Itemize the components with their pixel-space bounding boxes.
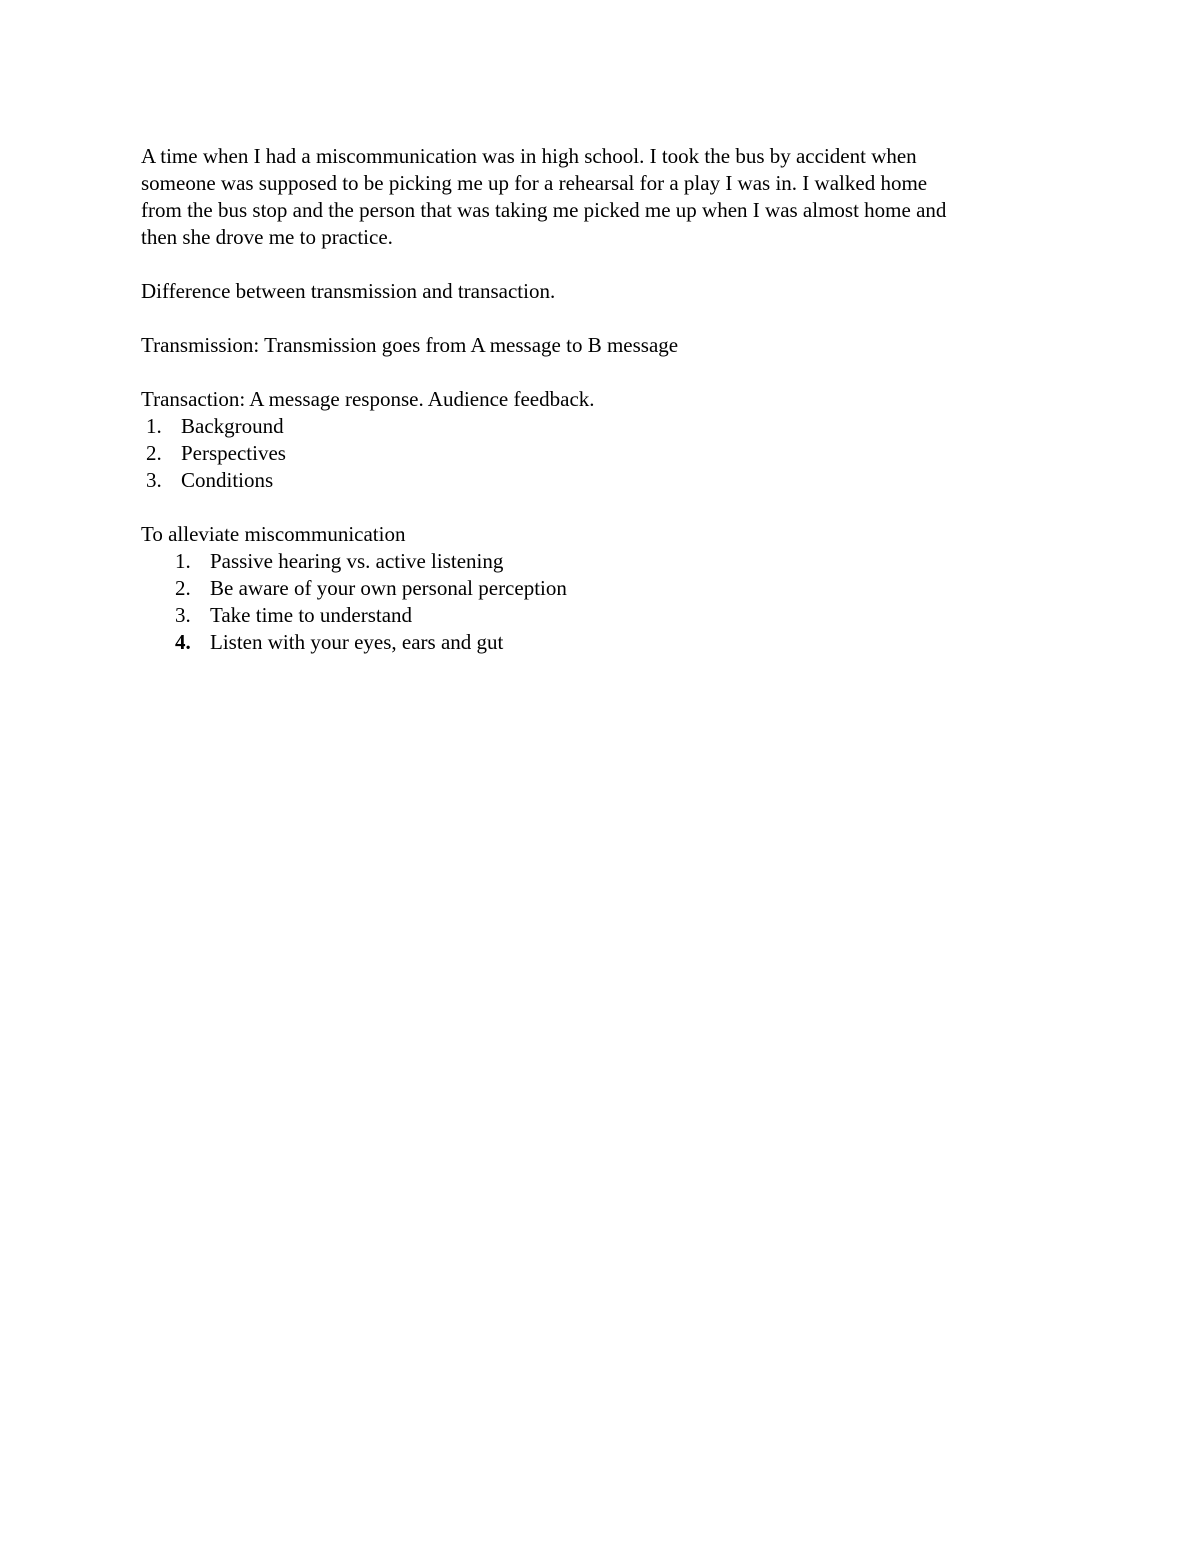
- intro-line: A time when I had a miscommunication was in high school. I took the bus by accident when: [141, 144, 917, 168]
- blank-line: [141, 251, 1061, 278]
- alleviate-heading: To alleviate miscommunication: [141, 522, 406, 546]
- list-text: Passive hearing vs. active listening: [210, 549, 504, 573]
- list-item: [141, 629, 1061, 656]
- intro-paragraph: [141, 143, 1061, 251]
- list-item: [141, 440, 1061, 467]
- blank-line: [141, 305, 1061, 332]
- list-item: [141, 602, 1061, 629]
- list-text: Listen with your eyes, ears and gut: [210, 630, 504, 654]
- difference-heading: Difference between transmission and transaction.: [141, 279, 556, 303]
- list-item: [141, 413, 1061, 440]
- list-text: Background: [181, 414, 284, 438]
- transaction-list: [141, 413, 1061, 494]
- list-number: 4.: [175, 630, 191, 654]
- list-number: 3.: [175, 603, 191, 627]
- list-number: 3.: [146, 468, 162, 492]
- blank-line: [141, 359, 1061, 386]
- list-number: 2.: [175, 576, 191, 600]
- list-text: Conditions: [181, 468, 274, 492]
- intro-line: then she drove me to practice.: [141, 225, 393, 249]
- list-number: 1.: [175, 549, 191, 573]
- transaction-line: Transaction: A message response. Audience feedback.: [141, 387, 595, 411]
- list-number: 2.: [146, 441, 162, 465]
- list-item: [141, 467, 1061, 494]
- list-item: [141, 575, 1061, 602]
- list-text: Be aware of your own personal perception: [210, 576, 567, 600]
- list-number: 1.: [146, 414, 162, 438]
- alleviate-list: [141, 548, 1061, 656]
- transmission-line: Transmission: Transmission goes from A message to B message: [141, 333, 679, 357]
- list-item: [141, 548, 1061, 575]
- blank-line: [141, 494, 1061, 521]
- list-text: Take time to understand: [210, 603, 413, 627]
- document-body: [141, 143, 1061, 656]
- list-text: Perspectives: [181, 441, 286, 465]
- intro-line: someone was supposed to be picking me up for a rehearsal for a play I was in. I walked home: [141, 171, 928, 195]
- intro-line: from the bus stop and the person that was taking me picked me up when I was almost home and: [141, 198, 947, 222]
